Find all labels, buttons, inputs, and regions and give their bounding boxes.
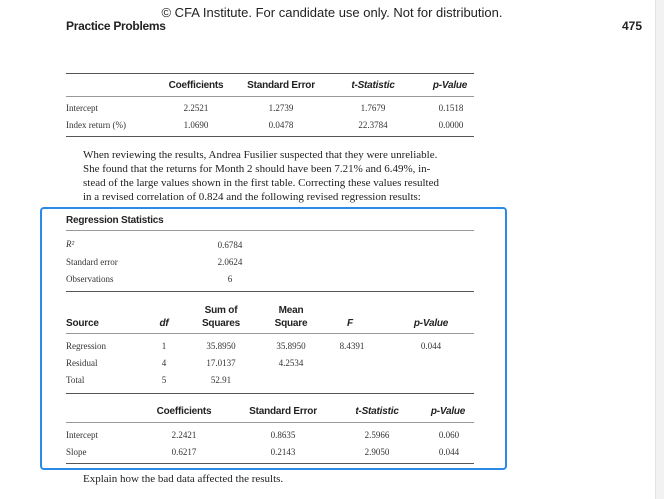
table-cell: 0.0478	[268, 120, 294, 130]
col-header-square: Square	[274, 318, 308, 329]
table-cell: 2.2421	[171, 430, 197, 440]
col-header-mean: Mean	[278, 305, 304, 316]
paragraph-line: When reviewing the results, Andrea Fusilier suspected that they were unreliable.	[83, 149, 438, 161]
paragraph-line: in a revised correlation of 0.824 and the following revised regression results:	[83, 191, 421, 203]
col-header-squares: Squares	[201, 318, 241, 329]
table-cell: 2.2521	[183, 103, 209, 113]
col-header-t-statistic: t-Statistic	[355, 406, 399, 417]
col-header-p-value: p-Value	[413, 318, 449, 329]
table-cell: 2.9050	[364, 447, 390, 457]
table-cell: 0.8635	[270, 430, 296, 440]
row-label: Regression	[66, 341, 106, 351]
table-cell: 0.6217	[171, 447, 197, 457]
table-cell: 1.0690	[183, 120, 209, 130]
table-cell: 0.044	[438, 447, 460, 457]
table-cell: 0.044	[420, 341, 442, 351]
table-cell: 8.4391	[339, 341, 365, 351]
table-cell: 52.91	[210, 375, 232, 385]
table-cell: 2.5966	[364, 430, 390, 440]
table-cell: 17.0137	[206, 358, 236, 368]
page-number: 475	[622, 19, 643, 33]
col-header-coefficients: Coefficients	[156, 406, 212, 417]
row-label: Intercept	[66, 103, 98, 113]
col-header-p-value: p-Value	[430, 406, 466, 417]
table-cell: 0.2143	[270, 447, 296, 457]
question-text: Explain how the bad data affected the results.	[83, 473, 284, 485]
col-header-source: Source	[66, 318, 99, 329]
row-label: Index return (%)	[66, 120, 126, 130]
paragraph-line: She found that the returns for Month 2 should have been 7.21% and 6.49%, in-	[83, 163, 431, 175]
col-header-coefficients: Coefficients	[168, 80, 224, 91]
table-cell: 2.0624	[217, 257, 243, 267]
table-cell: 1.2739	[268, 103, 294, 113]
table-cell: 6	[227, 274, 233, 284]
col-header-f: F	[347, 318, 353, 329]
col-header-df: df	[159, 318, 169, 329]
col-header-standard-error: Standard Error	[247, 80, 315, 91]
table-cell: 1	[161, 341, 167, 351]
table-cell: 0.6784	[217, 240, 243, 250]
row-label: Slope	[66, 447, 87, 457]
regression-statistics-title: Regression Statistics	[66, 215, 164, 226]
table-cell: 0.0000	[438, 120, 464, 130]
row-label: Intercept	[66, 430, 98, 440]
table-cell: 35.8950	[206, 341, 236, 351]
table-cell: 35.8950	[276, 341, 306, 351]
vertical-scrollbar[interactable]	[655, 0, 664, 499]
table-cell: 0.060	[438, 430, 460, 440]
table-cell: 22.3784	[358, 120, 388, 130]
table-rule	[66, 73, 474, 74]
row-label: Observations	[66, 274, 114, 284]
row-label: Residual	[66, 358, 98, 368]
paragraph-line: stead of the large values shown in the first table. Correcting these values resulted	[83, 177, 439, 189]
table-cell: 4.2534	[278, 358, 304, 368]
distribution-watermark: © CFA Institute. For candidate use only. Not for distribution.	[161, 5, 503, 20]
body-paragraph	[83, 148, 478, 204]
table-rule	[66, 96, 474, 97]
col-header-p-value: p-Value	[432, 80, 468, 91]
table-cell: 1.7679	[360, 103, 386, 113]
col-header-sum-of: Sum of	[204, 305, 238, 316]
row-label: Standard error	[66, 257, 118, 267]
table-rule	[66, 136, 474, 137]
col-header-t-statistic: t-Statistic	[351, 80, 395, 91]
col-header-standard-error: Standard Error	[249, 406, 317, 417]
table-cell: 0.1518	[438, 103, 464, 113]
table-cell: 4	[161, 358, 167, 368]
row-label: Total	[66, 375, 85, 385]
selection-highlight-box	[40, 207, 507, 470]
table-cell: 5	[161, 375, 167, 385]
row-label-r-squared: R²	[66, 239, 75, 249]
running-header: Practice Problems	[66, 19, 166, 33]
